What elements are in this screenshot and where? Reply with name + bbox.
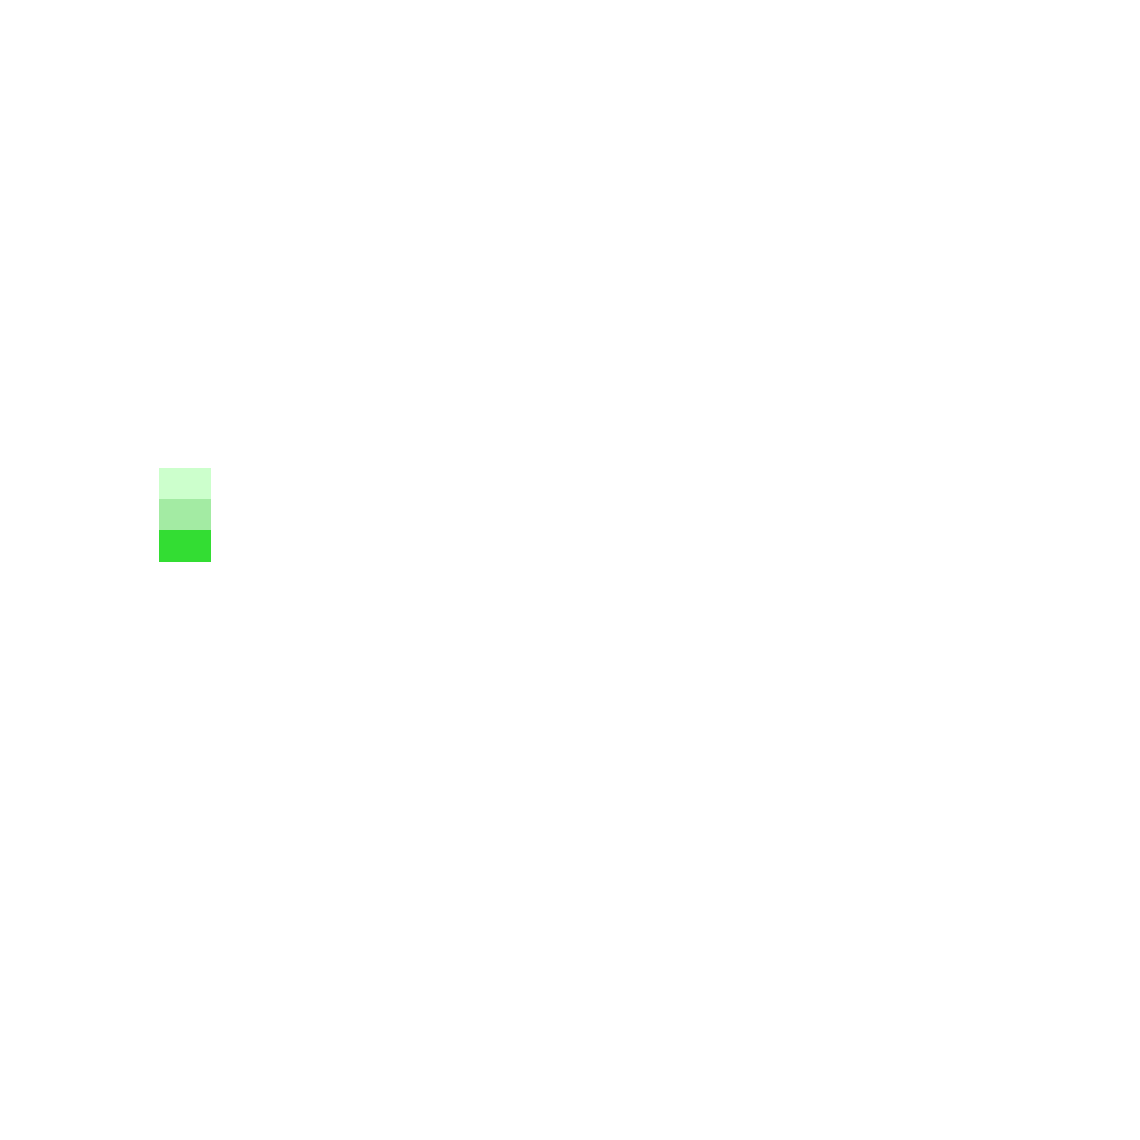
rh90-swatch <box>159 530 211 562</box>
cross-section-panel <box>159 468 211 562</box>
rh80-swatch <box>159 499 211 530</box>
rh70-swatch <box>159 468 211 499</box>
